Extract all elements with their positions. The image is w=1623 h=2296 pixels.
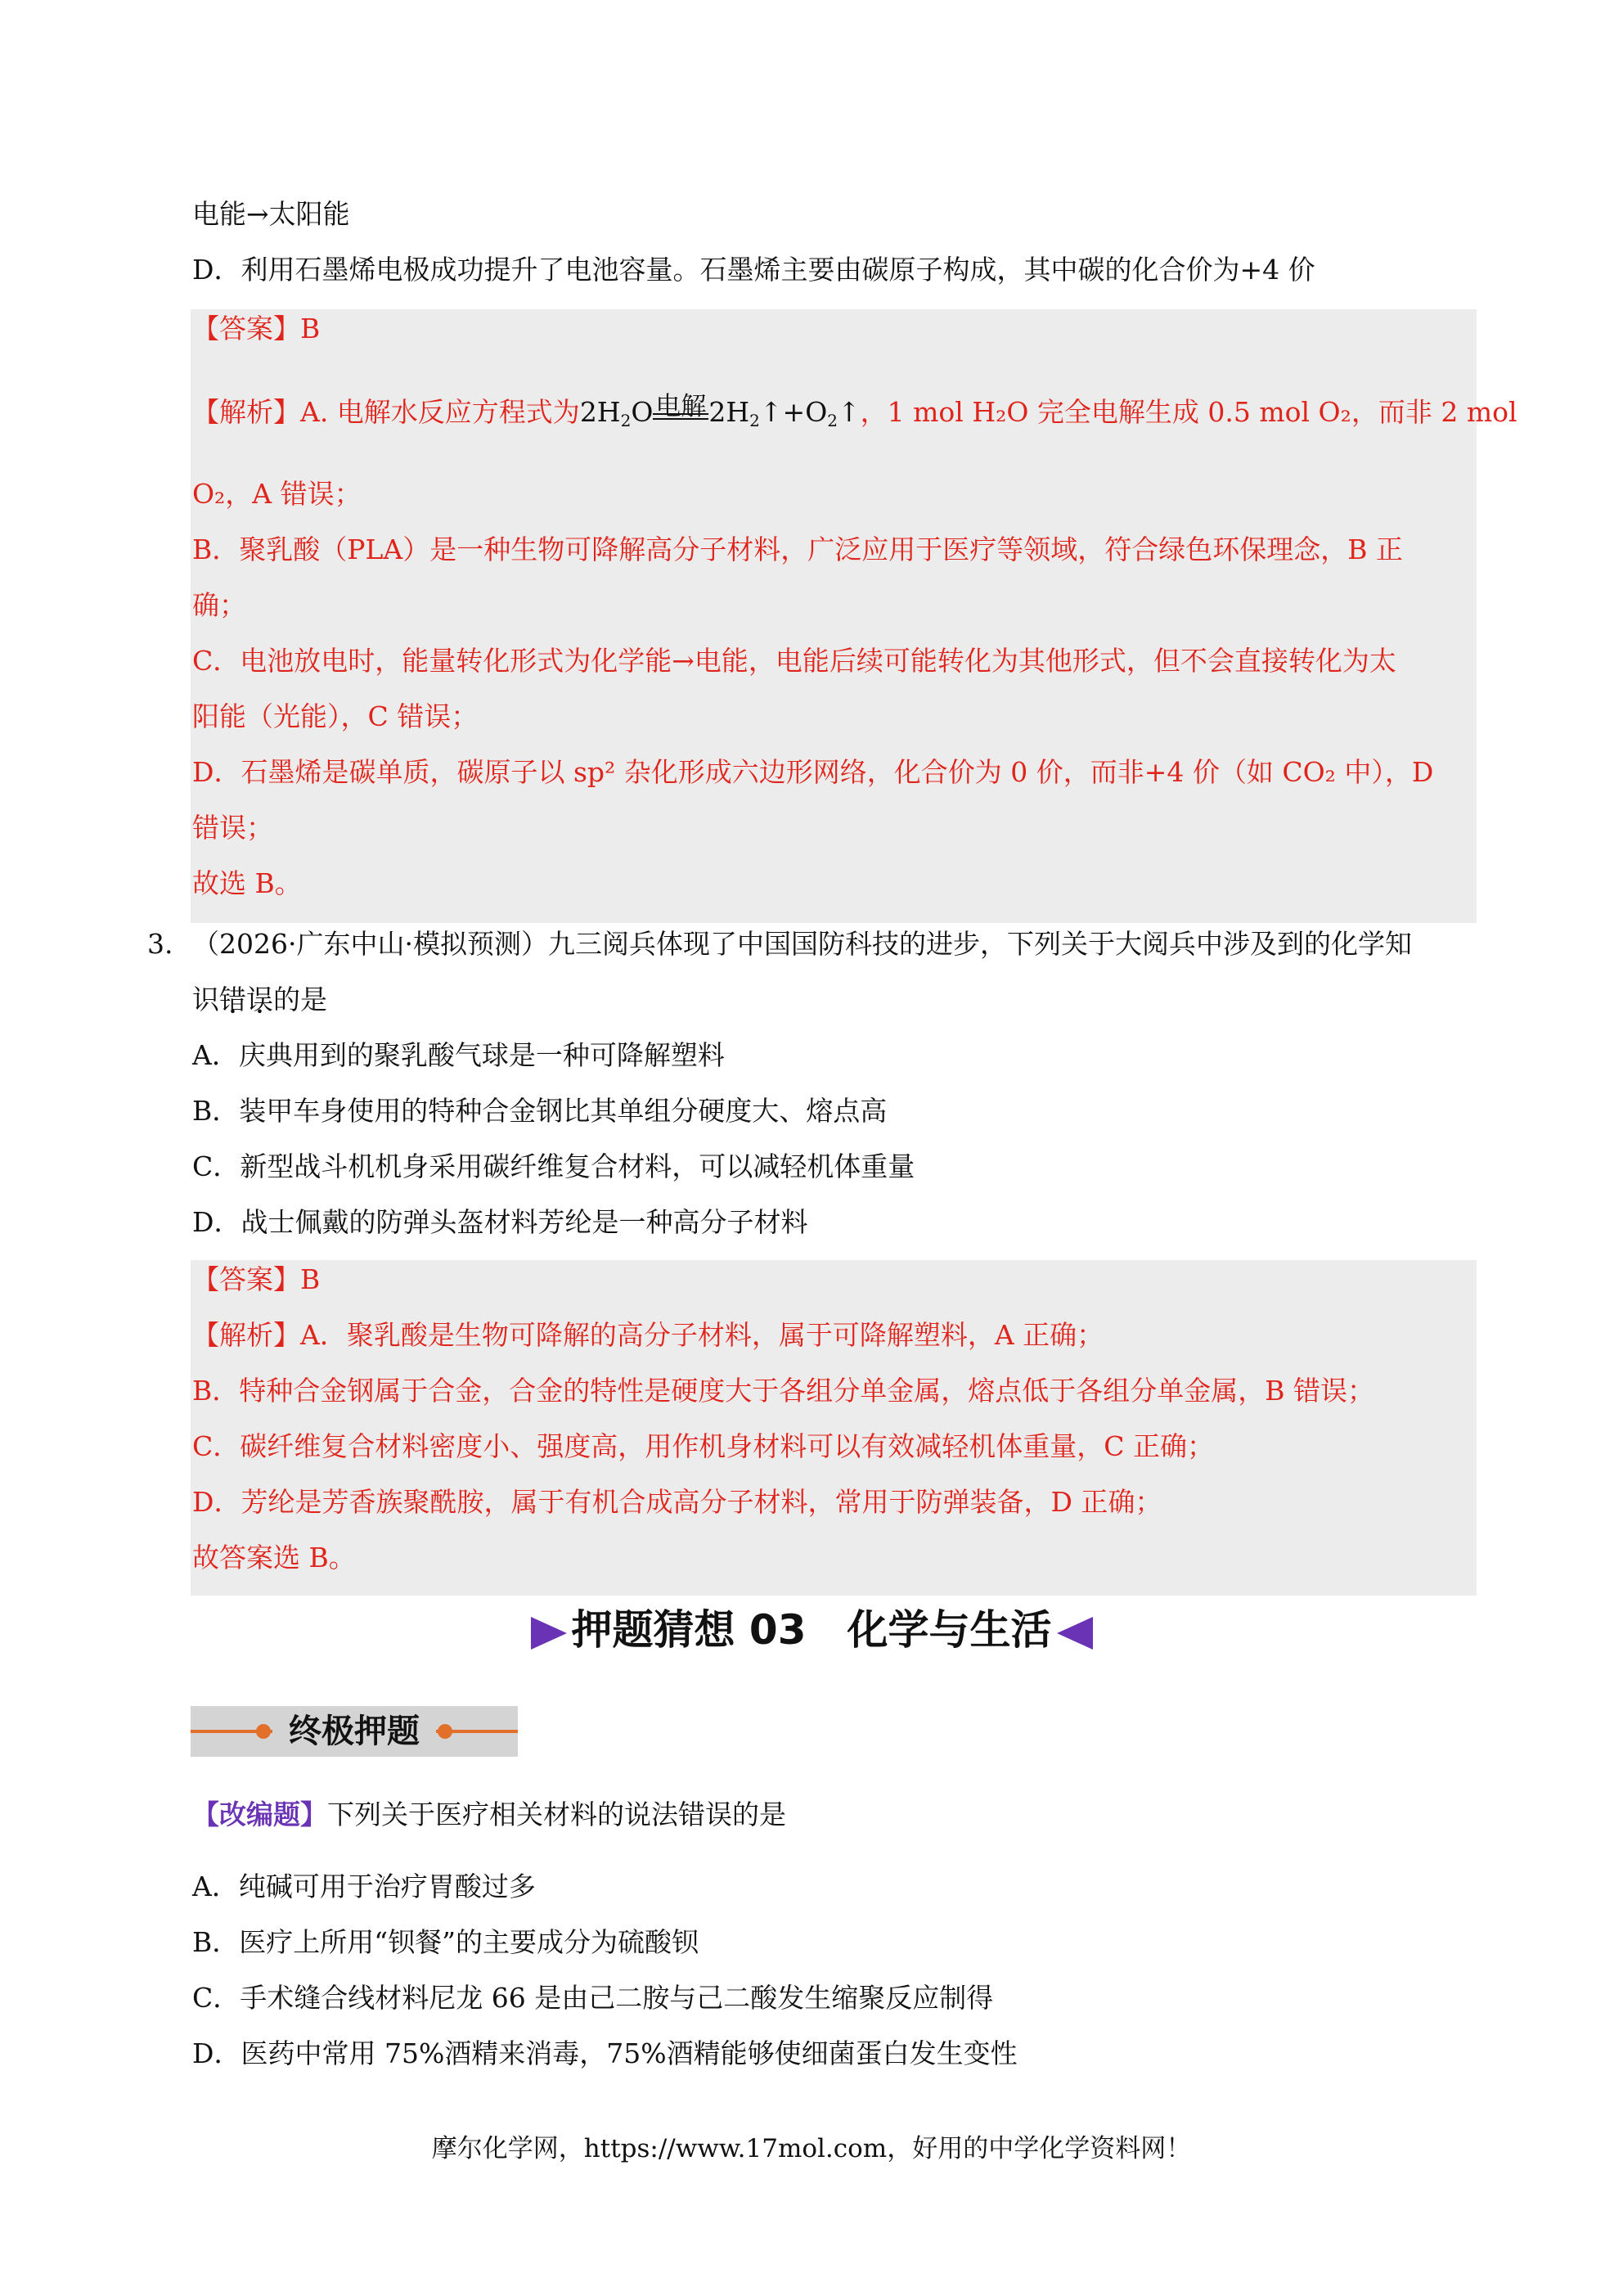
- question-stem-line1: （2026·广东中山·模拟预测）九三阅兵体现了中国国防科技的进步，下列关于大阅兵中涉及到的化学知: [192, 928, 1412, 960]
- badge-label: 终极押题: [272, 1706, 436, 1757]
- option-a: A．庆典用到的聚乳酸气球是一种可降解塑料: [192, 1039, 725, 1071]
- analysis-line: 【解析】A．聚乳酸是生物可降解的高分子材料，属于可降解塑料，A 正确；: [192, 1319, 1104, 1351]
- option-d: D．医药中常用 75%酒精来消毒，75%酒精能够使细菌蛋白发生变性: [192, 2037, 1018, 2069]
- stem-text: 的是: [273, 984, 327, 1015]
- analysis-c-line2: 阳能（光能），C 错误；: [192, 700, 479, 732]
- electrolysis-equation: $2H_2O$ 电解 $2H_2↑+O_2↑$: [580, 394, 861, 439]
- answer-label: 【答案】B: [192, 1263, 321, 1295]
- stem-text: 识: [192, 984, 219, 1015]
- page-footer: 摩尔化学网，https://www.17mol.com，好用的中学化学资料网！: [431, 2134, 1192, 2163]
- option-d: D．战士佩戴的防弹头盔材料芳纶是一种高分子材料: [192, 1206, 808, 1238]
- question-number: 3.: [147, 928, 173, 960]
- section-title-text: 押题猜想 03 化学与生活: [571, 1606, 1052, 1654]
- option-b: B．医疗上所用“钡餐”的主要成分为硫酸钡: [192, 1926, 699, 1958]
- analysis-b-line2: 确；: [192, 589, 246, 621]
- analysis-prefix: 【解析】A. 电解水反应方程式为: [192, 396, 580, 428]
- question-stem-line2: [192, 982, 327, 1018]
- option-a: A．纯碱可用于治疗胃酸过多: [192, 1871, 536, 1902]
- final-prediction-badge: [191, 1706, 518, 1757]
- emphasis-char: 错: [219, 984, 246, 1015]
- new-question-stem: [192, 1797, 786, 1833]
- option-d: D．利用石墨烯电极成功提升了电池容量。石墨烯主要由碳原子构成，其中碳的化合价为+4 价: [192, 254, 1315, 286]
- triangle-right-icon: [531, 1617, 567, 1650]
- analysis-a-line: [192, 394, 1517, 439]
- option-c: C．手术缝合线材料尼龙 66 是由己二胺与己二酸发生缩聚反应制得: [192, 1982, 994, 2014]
- analysis-line: C．碳纤维复合材料密度小、强度高，用作机身材料可以有效减轻机体重量，C 正确；: [192, 1430, 1214, 1462]
- analysis-suffix: ，1 mol H₂O 完全电解生成 0.5 mol O₂，而非 2 mol: [860, 396, 1517, 428]
- section-title: [0, 1605, 1623, 1654]
- analysis-c-line1: C．电池放电时，能量转化形式为化学能→电能，电能后续可能转化为其他形式，但不会直接转化为太: [192, 645, 1396, 677]
- analysis-line: D．芳纶是芳香族聚酰胺，属于有机合成高分子材料，常用于防弹装备，D 正确；: [192, 1486, 1162, 1518]
- analysis-conclusion: 故选 B。: [192, 867, 302, 899]
- analysis-b-line1: B．聚乳酸（PLA）是一种生物可降解高分子材料，广泛应用于医疗等领域，符合绿色环保理念，B 正: [192, 533, 1403, 565]
- equation-condition: 电解: [655, 392, 707, 421]
- badge-dot-icon: [438, 1724, 452, 1739]
- question-stem: 下列关于医疗相关材料的说法错误的是: [327, 1799, 786, 1830]
- answer-label: 【答案】B: [192, 313, 321, 344]
- analysis-conclusion: 故答案选 B。: [192, 1542, 356, 1573]
- analysis-d-line2: 错误；: [192, 812, 273, 844]
- option-b: B．装甲车身使用的特种合金钢比其单组分硬度大、熔点高: [192, 1095, 888, 1127]
- option-c: C．新型战斗机机身采用碳纤维复合材料，可以减轻机体重量: [192, 1150, 915, 1182]
- option-c-continuation: 电能→太阳能: [192, 198, 350, 230]
- adapted-question-tag: 【改编题】: [192, 1799, 327, 1830]
- answer-box-q3: [191, 1260, 1477, 1596]
- badge-dot-icon: [256, 1724, 271, 1739]
- analysis-line: B．特种合金钢属于合金，合金的特性是硬度大于各组分单金属，熔点低于各组分单金属，B 错误；: [192, 1375, 1374, 1407]
- analysis-d-line1: D．石墨烯是碳单质，碳原子以 sp² 杂化形成六边形网络，化合价为 0 价，而非+4 价（如 CO₂ 中），D: [192, 756, 1434, 788]
- analysis-a-end: O₂，A 错误；: [192, 478, 362, 510]
- emphasis-char: 误: [246, 984, 273, 1015]
- triangle-left-icon: [1057, 1617, 1093, 1650]
